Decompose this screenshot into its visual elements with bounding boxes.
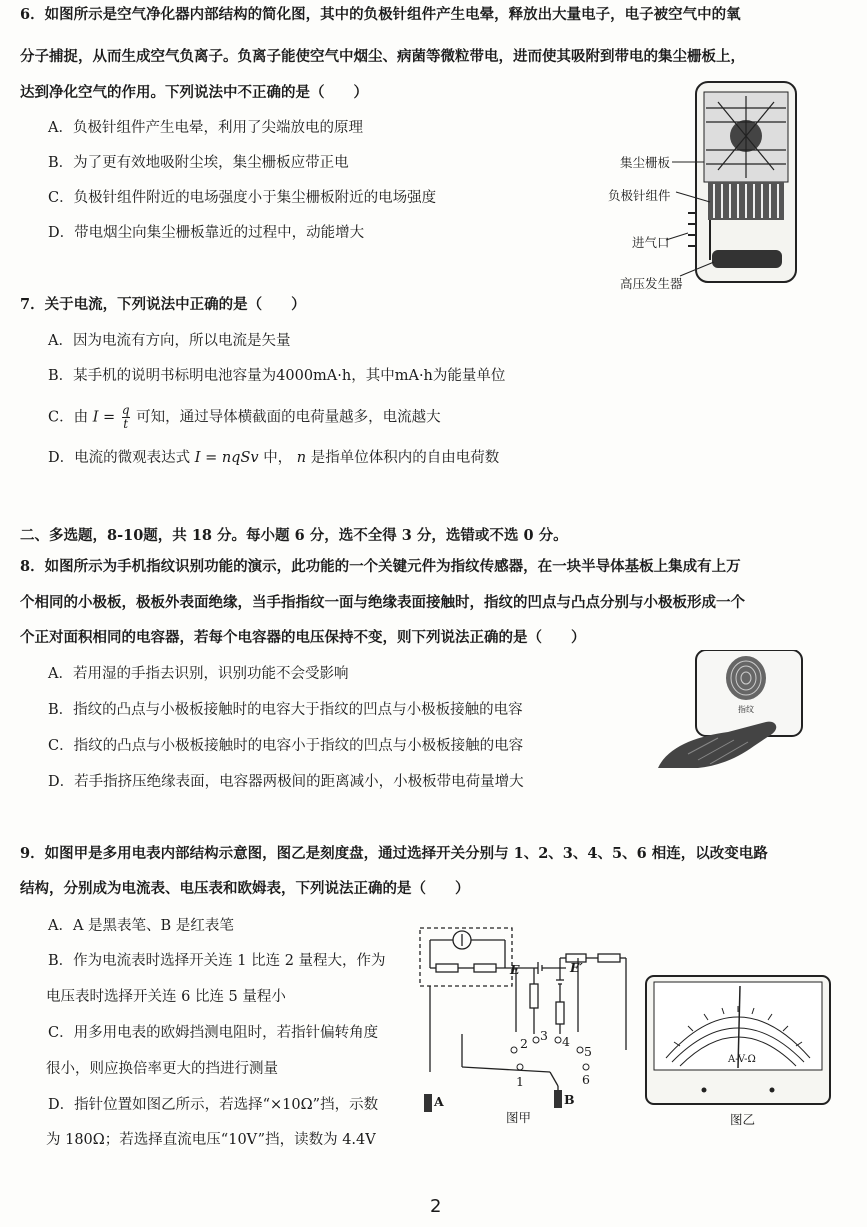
q8-option-d: D．若手指挤压绝缘表面，电容器两极间的距离减小，小极板带电荷量增大: [48, 774, 524, 790]
q7-option-d-prefix: D．电流的微观表达式: [48, 450, 191, 466]
q6-option-c: C．负极针组件附近的电场强度小于集尘栅板附近的电场强度: [48, 190, 437, 206]
label-needle-assembly: 负极针组件: [608, 188, 671, 203]
q8-option-a: A．若用湿的手指去识别，识别功能不会受影响: [48, 666, 349, 682]
probe-B-label: B: [564, 1092, 575, 1107]
q9-option-c-line1: C．用多用电表的欧姆挡测电阻时，若指针偏转角度: [48, 1025, 379, 1041]
fingerprint-phone-diagram: [658, 650, 808, 770]
q6-option-d: D．带电烟尘向集尘栅板靠近的过程中，动能增大: [48, 225, 365, 241]
q7-formula-lhs: I =: [92, 409, 116, 426]
figure-jia-caption: 图甲: [506, 1110, 532, 1125]
circuit-label-E: E: [510, 962, 520, 977]
q6-option-a: A．负极针组件产生电晕，利用了尖端放电的原理: [48, 120, 363, 136]
q7-option-c: [48, 404, 441, 431]
q9-option-d-line1: D．指针位置如图乙所示，若选择“×10Ω”挡，示数: [48, 1097, 379, 1113]
air-purifier-diagram: [600, 78, 810, 290]
circuit-node-6: 6: [582, 1072, 590, 1087]
label-dust-grid: 集尘栅板: [620, 155, 671, 170]
q7-stem: 7．关于电流，下列说法中正确的是（ ）: [20, 296, 306, 313]
q7-option-d-mid: 中，: [263, 450, 293, 466]
page-number: 2: [430, 1196, 442, 1217]
q7-option-b: B．某手机的说明书标明电池容量为4000mA·h，其中mA·h为能量单位: [48, 368, 506, 384]
phone-caption: 指纹: [738, 705, 754, 714]
probe-A-label: A: [434, 1094, 444, 1109]
q9-option-b-line2: 电压表时选择开关连 6 比连 5 量程小: [46, 989, 286, 1005]
label-hv-generator: 高压发生器: [620, 276, 683, 291]
q7-option-a: A．因为电流有方向，所以电流是矢量: [48, 333, 291, 349]
air-purifier-figure: [600, 78, 810, 290]
q7-fraction-denominator: t: [123, 417, 129, 431]
q9-option-d-line2: 为 180Ω；若选择直流电压“10V”挡，读数为 4.4V: [46, 1132, 376, 1148]
q7-option-d: [48, 449, 499, 467]
dial-label: A-V-Ω: [728, 1054, 756, 1065]
q9-stem-line1: 9．如图甲是多用电表内部结构示意图，图乙是刻度盘，通过选择开关分别与 1、2、3、4、5、6 相连，以改变电路: [20, 845, 768, 862]
section-2-heading: 二、多选题，8-10题，共 18 分。每小题 6 分，选不全得 3 分，选错或不选 0 分。: [20, 527, 568, 544]
q9-option-c-line2: 很小，则应换倍率更大的挡进行测量: [46, 1061, 278, 1077]
q8-stem-line3: 个正对面积相同的电容器，若每个电容器的电压保持不变，则下列说法正确的是（ ）: [20, 629, 586, 646]
multimeter-circuit-figure: [410, 922, 640, 1127]
q6-stem-line1: 6．如图所示是空气净化器内部结构的简化图，其中的负极针组件产生电晕，释放出大量电子，电子被空气中的氧: [20, 6, 741, 23]
q6-option-b: B．为了更有效地吸附尘埃，集尘栅板应带正电: [48, 155, 349, 171]
multimeter-circuit-diagram: [410, 922, 640, 1127]
q7-formula-micro: I = nqSv: [194, 450, 259, 466]
q8-stem-line1: 8．如图所示为手机指纹识别功能的演示，此功能的一个关键元件为指纹传感器，在一块半导体基板上集成有上万: [20, 558, 741, 575]
q7-option-c-prefix: C．由: [48, 409, 89, 426]
q7-option-c-text: 可知，通过导体横截面的电荷量越多，电流越大: [136, 409, 441, 426]
multimeter-dial-diagram: [644, 972, 836, 1112]
q9-stem-line2: 结构，分别成为电流表、电压表和欧姆表，下列说法正确的是（ ）: [20, 880, 470, 897]
circuit-node-4: 4: [562, 1034, 570, 1049]
figure-yi-caption: 图乙: [730, 1112, 756, 1127]
q8-option-b: B．指纹的凸点与小极板接触时的电容大于指纹的凹点与小极板接触的电容: [48, 702, 523, 718]
circuit-node-1: 1: [516, 1074, 524, 1089]
q6-stem-line2: 分子捕捉，从而生成空气负离子。负离子能使空气中烟尘、病菌等微粒带电，进而使其吸附到带电的集尘栅板上，: [20, 48, 745, 65]
q9-option-a: A．A 是黑表笔、B 是红表笔: [48, 918, 234, 934]
q9-option-b-line1: B．作为电流表时选择开关连 1 比连 2 量程大，作为: [48, 953, 386, 969]
circuit-node-3: 3: [540, 1028, 548, 1043]
q6-stem-line3: 达到净化空气的作用。下列说法中不正确的是（ ）: [20, 84, 368, 101]
q7-fraction: [122, 404, 130, 431]
fingerprint-phone-figure: [658, 650, 808, 770]
q8-option-c: C．指纹的凸点与小极板接触时的电容小于指纹的凹点与小极板接触的电容: [48, 738, 524, 754]
circuit-label-E-prime: E′: [570, 960, 583, 975]
q7-option-d-text: 是指单位体积内的自由电荷数: [310, 450, 500, 466]
q7-fraction-numerator: q: [121, 403, 130, 417]
multimeter-dial-figure: [644, 972, 836, 1128]
circuit-node-5: 5: [584, 1044, 592, 1059]
circuit-node-2: 2: [520, 1036, 528, 1051]
q8-stem-line2: 个相同的小极板，极板外表面绝缘，当手指指纹一面与绝缘表面接触时，指纹的凹点与凸点分别与小极板形成一个: [20, 594, 745, 611]
label-air-inlet: 进气口: [632, 235, 670, 250]
q7-symbol-n: n: [296, 450, 307, 466]
